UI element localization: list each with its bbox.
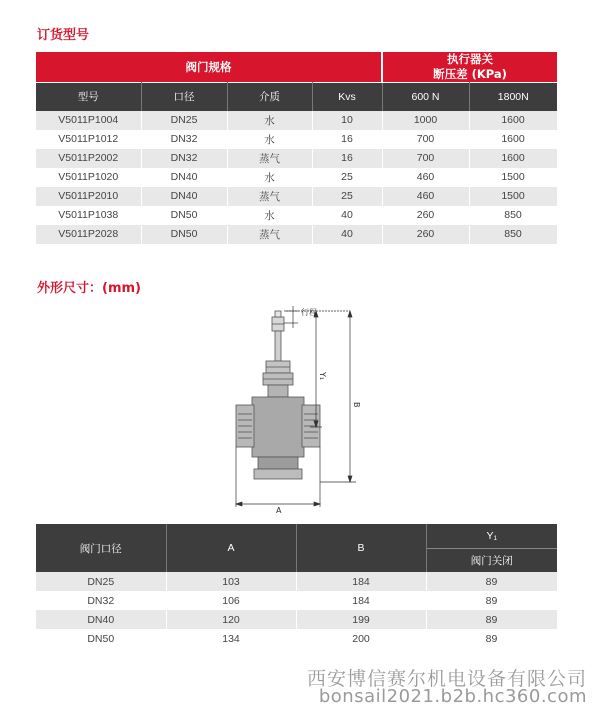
table-cell: 700 [382, 149, 469, 168]
table-cell: DN32 [36, 591, 166, 610]
table-row [36, 629, 557, 648]
table-row [36, 149, 557, 168]
valve-body [252, 397, 304, 457]
table-cell: 460 [382, 187, 469, 206]
valve-spec-header: 阀门规格 [36, 52, 382, 83]
table-cell: DN32 [141, 130, 227, 149]
a-header: A [166, 524, 296, 572]
table-cell: DN40 [141, 187, 227, 206]
table-cell: 89 [426, 591, 557, 610]
table-cell: 460 [382, 168, 469, 187]
table-cell: 25 [312, 187, 382, 206]
order-table [36, 52, 558, 244]
table-cell: 40 [312, 225, 382, 244]
a-label: A [276, 506, 282, 514]
table-cell: 700 [382, 130, 469, 149]
column-header: 介质 [227, 83, 312, 111]
table-cell: 850 [469, 206, 557, 225]
table-cell: DN50 [141, 206, 227, 225]
table-cell: DN25 [36, 572, 166, 591]
table-cell: 1600 [469, 130, 557, 149]
table-row [36, 572, 557, 591]
table-cell: 260 [382, 225, 469, 244]
table-row [36, 130, 557, 149]
table-cell: DN40 [141, 168, 227, 187]
table-cell: V5011P1012 [36, 130, 141, 149]
close-off-pressure-line1: 执行器关 [447, 52, 493, 66]
table-cell: 184 [296, 591, 426, 610]
table-cell: 200 [296, 629, 426, 648]
table-cell: 40 [312, 206, 382, 225]
table-cell: 水 [227, 111, 312, 130]
watermark-company: 西安博信赛尔机电设备有限公司 [306, 668, 587, 690]
dimension-table-body [36, 572, 557, 648]
close-off-pressure-line2: 断压差 (KPa) [433, 67, 507, 81]
column-header: 型号 [36, 83, 141, 111]
table-cell: 106 [166, 591, 296, 610]
table-cell: 103 [166, 572, 296, 591]
table-row [36, 187, 557, 206]
bottom-cap [254, 469, 302, 479]
close-off-pressure-header [382, 52, 557, 83]
table-cell: 蒸气 [227, 187, 312, 206]
table-cell: 134 [166, 629, 296, 648]
table-cell: DN50 [36, 629, 166, 648]
dimension-table [36, 524, 558, 648]
table-cell: 水 [227, 130, 312, 149]
table-row [36, 111, 557, 130]
table-row [36, 610, 557, 629]
table-cell: V5011P2010 [36, 187, 141, 206]
table-cell: V5011P1038 [36, 206, 141, 225]
valve-dimension-diagram [210, 302, 370, 514]
watermark-url: bonsail2021.b2b.hc360.com [318, 686, 587, 707]
table-row [36, 591, 557, 610]
table-cell: DN40 [36, 610, 166, 629]
table-cell: 89 [426, 572, 557, 591]
table-cell: 1500 [469, 187, 557, 206]
table-cell: 199 [296, 610, 426, 629]
b-label: B [352, 402, 361, 408]
table-cell: 水 [227, 168, 312, 187]
table-cell: 89 [426, 610, 557, 629]
table-cell: DN32 [141, 149, 227, 168]
table-cell: 1500 [469, 168, 557, 187]
stroke-label: 行程 [301, 308, 317, 317]
order-column-headers [36, 83, 557, 111]
dims-section-title: 外形尺寸：(mm) [37, 281, 141, 296]
valve-closed-header: 阀门关闭 [426, 549, 557, 573]
table-cell: 16 [312, 149, 382, 168]
table-cell: DN25 [141, 111, 227, 130]
column-header: Kvs [312, 83, 382, 111]
column-header: 600 N [382, 83, 469, 111]
table-cell: 蒸气 [227, 225, 312, 244]
b-header: B [296, 524, 426, 572]
order-table-body [36, 111, 557, 244]
table-cell: V5011P2002 [36, 149, 141, 168]
table-cell: V5011P1004 [36, 111, 141, 130]
table-row [36, 206, 557, 225]
table-row [36, 168, 557, 187]
table-cell: 850 [469, 225, 557, 244]
table-cell: 水 [227, 206, 312, 225]
table-cell: 10 [312, 111, 382, 130]
table-cell: 184 [296, 572, 426, 591]
table-cell: 25 [312, 168, 382, 187]
column-header: 口径 [141, 83, 227, 111]
table-cell: DN50 [141, 225, 227, 244]
table-cell: 260 [382, 206, 469, 225]
table-cell: 1600 [469, 111, 557, 130]
table-cell: 1600 [469, 149, 557, 168]
order-section-title: 订货型号 [37, 28, 90, 43]
column-header: 1800N [469, 83, 557, 111]
size-header: 阀门口径 [36, 524, 166, 572]
table-cell: V5011P1020 [36, 168, 141, 187]
table-cell: V5011P2028 [36, 225, 141, 244]
table-cell: 120 [166, 610, 296, 629]
table-cell: 16 [312, 130, 382, 149]
table-cell: 89 [426, 629, 557, 648]
bottom-port [258, 457, 298, 469]
valve-stem [275, 331, 281, 361]
y1-header: Y₁ [426, 524, 557, 549]
table-cell: 1000 [382, 111, 469, 130]
table-cell: 蒸气 [227, 149, 312, 168]
y1-label: Y₁ [318, 372, 327, 381]
table-row [36, 225, 557, 244]
